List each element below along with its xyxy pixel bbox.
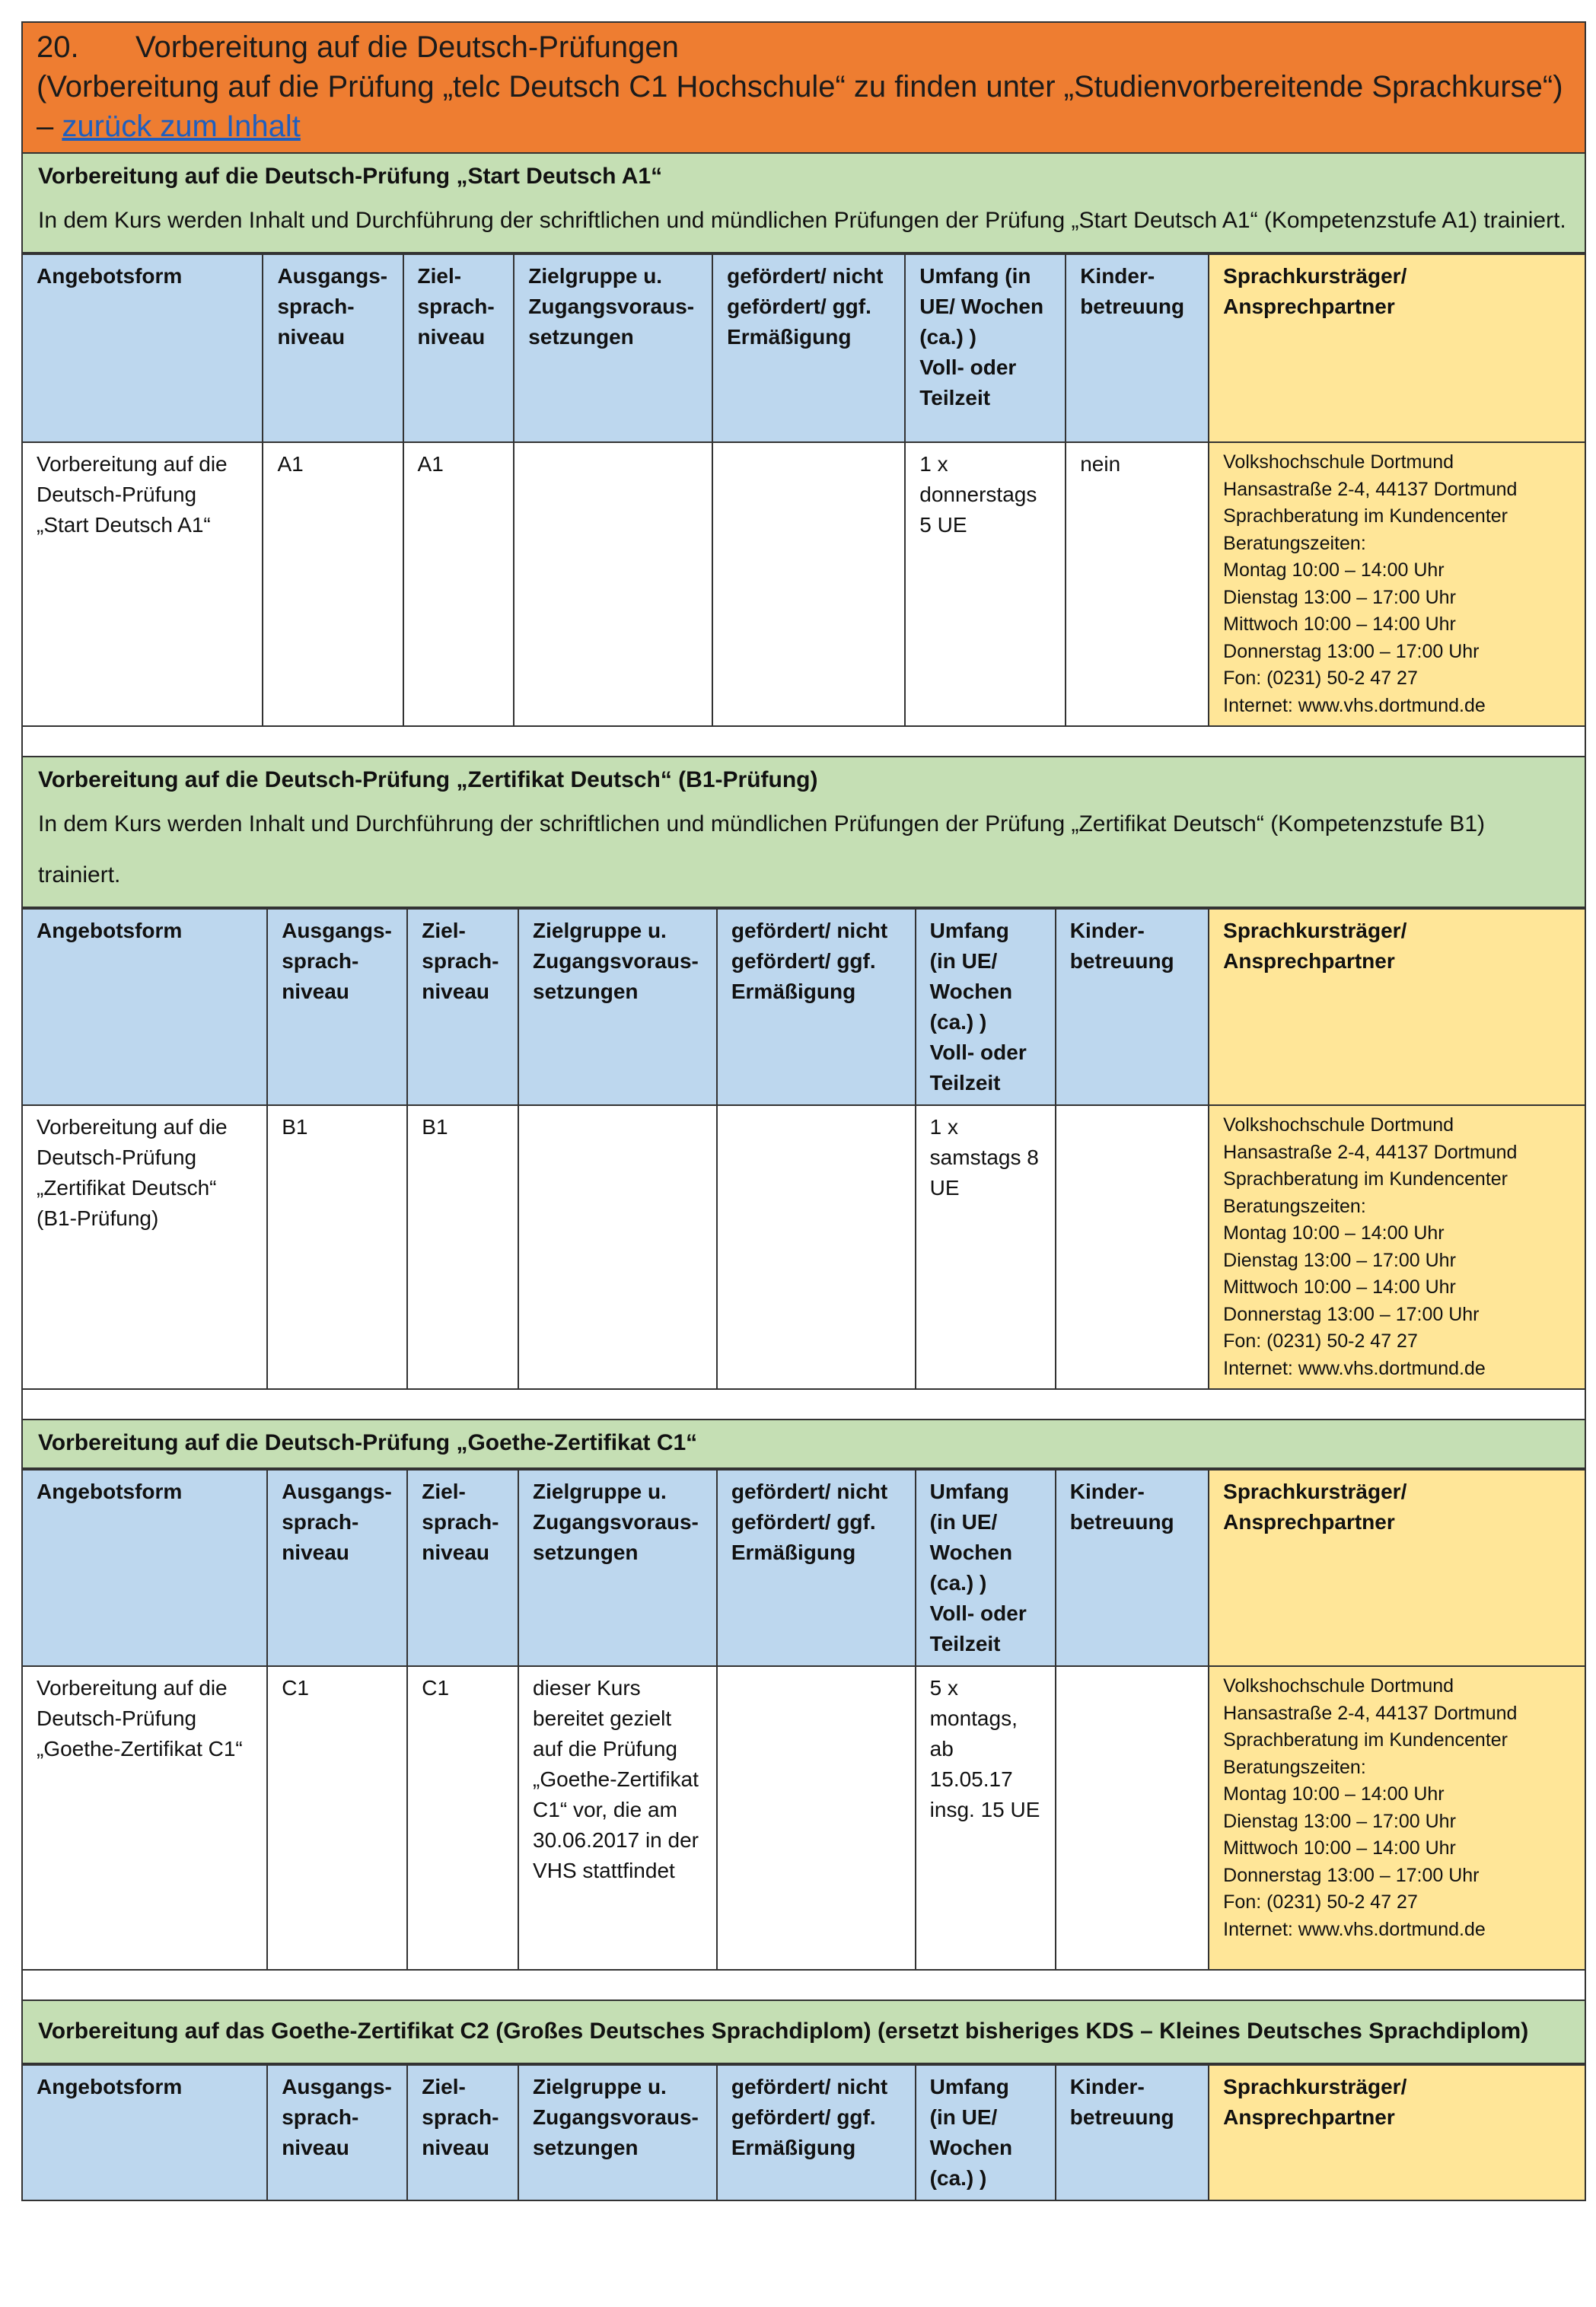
table-header-row	[22, 2065, 1585, 2200]
cell-foerderung	[717, 1105, 916, 1389]
header-zielniveau: Ziel-sprach-niveau	[407, 909, 518, 1105]
back-to-contents-link[interactable]: zurück zum Inhalt	[62, 110, 301, 143]
header-sprachkurstraeger: Sprachkursträger/ Ansprechpartner	[1209, 1470, 1585, 1666]
cell-zielgruppe	[518, 1105, 717, 1389]
contact-line: Dienstag 13:00 – 17:00 Uhr	[1223, 1249, 1456, 1271]
cell-zielgruppe	[514, 442, 712, 726]
table-header-row	[22, 254, 1585, 442]
cell-umfang: 1 x samstags 8 UE	[916, 1105, 1056, 1389]
course-table-c1	[21, 1469, 1586, 1971]
table-header-row	[22, 1470, 1585, 1666]
section-divider	[21, 1971, 1586, 2001]
chapter-title: Vorbereitung auf die Deutsch-Prüfungen	[135, 30, 679, 64]
cell-kinderbetreuung	[1056, 1105, 1209, 1389]
header-foerderung: gefördert/ nicht gefördert/ ggf. Ermäßigung	[717, 2065, 916, 2200]
section-description: In dem Kurs werden Inhalt und Durchführung der schriftlichen und mündlichen Prüfungen der Prüfung „Zertifikat Deutsch“ (Kompetenzstufe B1) trainiert.	[38, 811, 1486, 887]
cell-ausgangsniveau: C1	[267, 1666, 407, 1970]
header-zielgruppe: Zielgruppe u. Zugangsvoraus-setzungen	[518, 909, 717, 1105]
section-divider	[21, 1390, 1586, 1420]
cell-zielniveau: C1	[407, 1666, 518, 1970]
contact-line: Dienstag 13:00 – 17:00 Uhr	[1223, 1810, 1456, 1832]
cell-ausgangsniveau: B1	[267, 1105, 407, 1389]
header-ausgangsniveau: Ausgangs-sprach-niveau	[263, 254, 403, 442]
chapter-number: 20.	[37, 30, 79, 64]
contact-line: Beratungszeiten:	[1223, 532, 1366, 554]
header-ausgangsniveau: Ausgangs-sprach-niveau	[267, 2065, 407, 2200]
contact-line: Internet: www.vhs.dortmund.de	[1223, 1357, 1486, 1379]
section-title: Vorbereitung auf das Goethe-Zertifikat C2 (Großes Deutsches Sprachdiplom) (ersetzt bisheriges KDS – Kleines Deutsches Sprachdiplom)	[38, 2019, 1529, 2044]
cell-zielgruppe: dieser Kurs bereitet gezielt auf die Prüfung „Goethe-Zertifikat C1“ vor, die am 30.06.2017 in der VHS stattfindet	[518, 1666, 717, 1970]
section-zertifikat-deutsch-b1	[21, 757, 1586, 908]
contact-line: Montag 10:00 – 14:00 Uhr	[1223, 1222, 1445, 1244]
back-link-line	[37, 107, 1571, 146]
header-zielniveau: Ziel-sprach-niveau	[407, 2065, 518, 2200]
cell-zielniveau: B1	[407, 1105, 518, 1389]
contact-line: Donnerstag 13:00 – 17:00 Uhr	[1223, 1864, 1480, 1886]
contact-line: Sprachberatung im Kundencenter	[1223, 1729, 1508, 1751]
contact-line: Donnerstag 13:00 – 17:00 Uhr	[1223, 640, 1480, 662]
contact-line: Donnerstag 13:00 – 17:00 Uhr	[1223, 1303, 1480, 1325]
header-zielniveau: Ziel-sprach-niveau	[403, 254, 514, 442]
table-row	[22, 1105, 1585, 1389]
cell-angebotsform: Vorbereitung auf die Deutsch-Prüfung „Start Deutsch A1“	[22, 442, 263, 726]
cell-foerderung	[717, 1666, 916, 1970]
header-ausgangsniveau: Ausgangs-sprach-niveau	[267, 909, 407, 1105]
contact-line: Fon: (0231) 50-2 47 27	[1223, 1330, 1418, 1352]
header-umfang: Umfang (in UE/ Wochen (ca.) ) Voll- oder Teilzeit	[905, 254, 1066, 442]
cell-zielniveau: A1	[403, 442, 514, 726]
contact-line: Volkshochschule Dortmund	[1223, 451, 1454, 473]
contact-line: Mittwoch 10:00 – 14:00 Uhr	[1223, 1276, 1456, 1298]
header-sprachkurstraeger: Sprachkursträger/ Ansprechpartner	[1209, 909, 1585, 1105]
cell-contact	[1209, 1105, 1585, 1389]
contact-line: Beratungszeiten:	[1223, 1756, 1366, 1778]
header-zielgruppe: Zielgruppe u. Zugangsvoraus-setzungen	[518, 1470, 717, 1666]
table-row	[22, 1666, 1585, 1970]
cell-contact	[1209, 1666, 1585, 1970]
table-header-row	[22, 909, 1585, 1105]
header-sprachkurstraeger: Sprachkursträger/ Ansprechpartner	[1209, 254, 1585, 442]
header-foerderung: gefördert/ nicht gefördert/ ggf. Ermäßigung	[712, 254, 905, 442]
cell-kinderbetreuung: nein	[1066, 442, 1209, 726]
header-umfang: Umfang (in UE/ Wochen (ca.) ) Voll- oder Teilzeit	[916, 909, 1056, 1105]
header-foerderung: gefördert/ nicht gefördert/ ggf. Ermäßigung	[717, 909, 916, 1105]
contact-line: Sprachberatung im Kundencenter	[1223, 505, 1508, 527]
contact-line: Montag 10:00 – 14:00 Uhr	[1223, 1783, 1445, 1805]
header-foerderung: gefördert/ nicht gefördert/ ggf. Ermäßigung	[717, 1470, 916, 1666]
header-angebotsform: Angebotsform	[22, 909, 267, 1105]
contact-line: Dienstag 13:00 – 17:00 Uhr	[1223, 586, 1456, 608]
cell-angebotsform: Vorbereitung auf die Deutsch-Prüfung „Zertifikat Deutsch“ (B1-Prüfung)	[22, 1105, 267, 1389]
header-angebotsform: Angebotsform	[22, 2065, 267, 2200]
cell-ausgangsniveau: A1	[263, 442, 403, 726]
header-umfang: Umfang (in UE/ Wochen (ca.) ) Voll- oder Teilzeit	[916, 1470, 1056, 1666]
section-start-deutsch-a1	[21, 154, 1586, 253]
chapter-header	[21, 21, 1586, 154]
course-table-a1	[21, 253, 1586, 727]
cell-angebotsform: Vorbereitung auf die Deutsch-Prüfung „Goethe-Zertifikat C1“	[22, 1666, 267, 1970]
back-prefix: –	[37, 110, 54, 143]
contact-line: Mittwoch 10:00 – 14:00 Uhr	[1223, 1837, 1456, 1859]
contact-line: Internet: www.vhs.dortmund.de	[1223, 1918, 1486, 1940]
header-sprachkurstraeger: Sprachkursträger/ Ansprechpartner	[1209, 2065, 1585, 2200]
section-description: In dem Kurs werden Inhalt und Durchführung der schriftlichen und mündlichen Prüfungen der Prüfung „Start Deutsch A1“ (Kompetenzstufe A1) trainiert.	[38, 208, 1566, 233]
section-goethe-c1	[21, 1420, 1586, 1469]
contact-line: Mittwoch 10:00 – 14:00 Uhr	[1223, 613, 1456, 635]
header-angebotsform: Angebotsform	[22, 1470, 267, 1666]
cell-kinderbetreuung	[1056, 1666, 1209, 1970]
table-row	[22, 442, 1585, 726]
section-title: Vorbereitung auf die Deutsch-Prüfung „Zertifikat Deutsch“ (B1-Prüfung)	[38, 767, 818, 792]
section-title: Vorbereitung auf die Deutsch-Prüfung „Goethe-Zertifikat C1“	[38, 1430, 698, 1455]
document	[21, 21, 1586, 2201]
header-zielgruppe: Zielgruppe u. Zugangsvoraus-setzungen	[514, 254, 712, 442]
contact-line: Fon: (0231) 50-2 47 27	[1223, 1891, 1418, 1913]
header-kinderbetreuung: Kinder-betreuung	[1056, 2065, 1209, 2200]
contact-line: Hansastraße 2-4, 44137 Dortmund	[1223, 1702, 1518, 1724]
contact-line: Montag 10:00 – 14:00 Uhr	[1223, 559, 1445, 581]
header-zielgruppe: Zielgruppe u. Zugangsvoraus-setzungen	[518, 2065, 717, 2200]
header-kinderbetreuung: Kinder-betreuung	[1066, 254, 1209, 442]
header-kinderbetreuung: Kinder-betreuung	[1056, 1470, 1209, 1666]
section-divider	[21, 727, 1586, 757]
cell-umfang: 1 x donnerstags 5 UE	[905, 442, 1066, 726]
section-goethe-c2	[21, 2001, 1586, 2064]
course-table-b1	[21, 908, 1586, 1390]
chapter-title-line	[37, 27, 1571, 67]
cell-umfang: 5 x montags, ab 15.05.17 insg. 15 UE	[916, 1666, 1056, 1970]
chapter-subtitle: (Vorbereitung auf die Prüfung „telc Deutsch C1 Hochschule“ zu finden unter „Studienvorbereitende Sprachkurse“)	[37, 70, 1563, 104]
contact-line: Internet: www.vhs.dortmund.de	[1223, 694, 1486, 716]
contact-line: Sprachberatung im Kundencenter	[1223, 1168, 1508, 1190]
header-kinderbetreuung: Kinder-betreuung	[1056, 909, 1209, 1105]
contact-line: Fon: (0231) 50-2 47 27	[1223, 668, 1418, 689]
contact-line: Beratungszeiten:	[1223, 1195, 1366, 1217]
contact-line: Hansastraße 2-4, 44137 Dortmund	[1223, 478, 1518, 500]
contact-line: Hansastraße 2-4, 44137 Dortmund	[1223, 1141, 1518, 1163]
header-zielniveau: Ziel-sprach-niveau	[407, 1470, 518, 1666]
cell-foerderung	[712, 442, 905, 726]
course-table-c2	[21, 2064, 1586, 2201]
header-angebotsform: Angebotsform	[22, 254, 263, 442]
contact-line: Volkshochschule Dortmund	[1223, 1114, 1454, 1136]
header-umfang: Umfang (in UE/ Wochen (ca.) )	[916, 2065, 1056, 2200]
header-ausgangsniveau: Ausgangs-sprach-niveau	[267, 1470, 407, 1666]
contact-line: Volkshochschule Dortmund	[1223, 1675, 1454, 1697]
section-title: Vorbereitung auf die Deutsch-Prüfung „Start Deutsch A1“	[38, 164, 663, 189]
cell-contact	[1209, 442, 1585, 726]
